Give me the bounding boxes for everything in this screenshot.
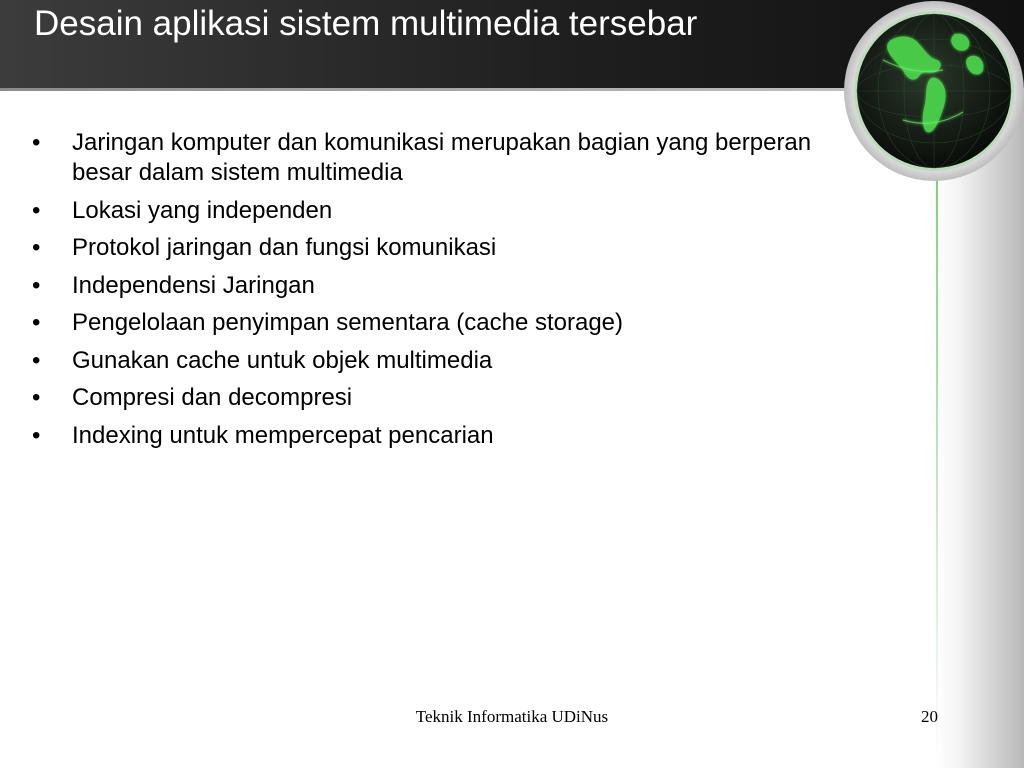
globe-icon — [843, 0, 1024, 182]
bullet-list — [32, 128, 852, 458]
list-item-text: Pengelolaan penyimpan sementara (cache storage) — [72, 309, 624, 336]
list-item — [32, 308, 852, 338]
list-item-text: Indexing untuk mempercepat pencarian — [72, 421, 494, 449]
list-item-text: Lokasi yang independen — [72, 196, 333, 224]
slide-title: Desain aplikasi sistem multimedia tersebar — [34, 4, 698, 43]
bullet-marker: • — [32, 129, 41, 156]
side-accent-line — [936, 160, 938, 768]
list-item-text: Independensi Jaringan — [72, 271, 315, 299]
list-item — [32, 271, 852, 301]
bullet-marker: • — [32, 196, 41, 224]
list-item-text: Jaringan komputer dan komunikasi merupakan bagian yang berperan besar dalam sistem multimedia — [72, 129, 812, 186]
bullet-marker: • — [32, 384, 41, 411]
list-item — [32, 128, 852, 188]
list-item-text: Protokol jaringan dan fungsi komunikasi — [72, 234, 497, 261]
bullet-marker: • — [32, 309, 41, 336]
bullet-marker: • — [32, 271, 41, 299]
page-number: 20 — [921, 707, 938, 726]
side-gradient-band — [936, 90, 1024, 768]
slide-footer: Teknik Informatika UDiNus — [415, 707, 609, 726]
list-item — [32, 421, 852, 451]
list-item — [32, 346, 852, 376]
bullet-marker: • — [32, 234, 41, 261]
bullet-marker: • — [32, 421, 41, 449]
list-item — [32, 233, 852, 263]
bullet-marker: • — [32, 346, 41, 374]
list-item-text: Gunakan cache untuk objek multimedia — [72, 346, 493, 374]
list-item-text: Compresi dan decompresi — [72, 384, 353, 411]
list-item — [32, 383, 852, 413]
list-item — [32, 196, 852, 226]
